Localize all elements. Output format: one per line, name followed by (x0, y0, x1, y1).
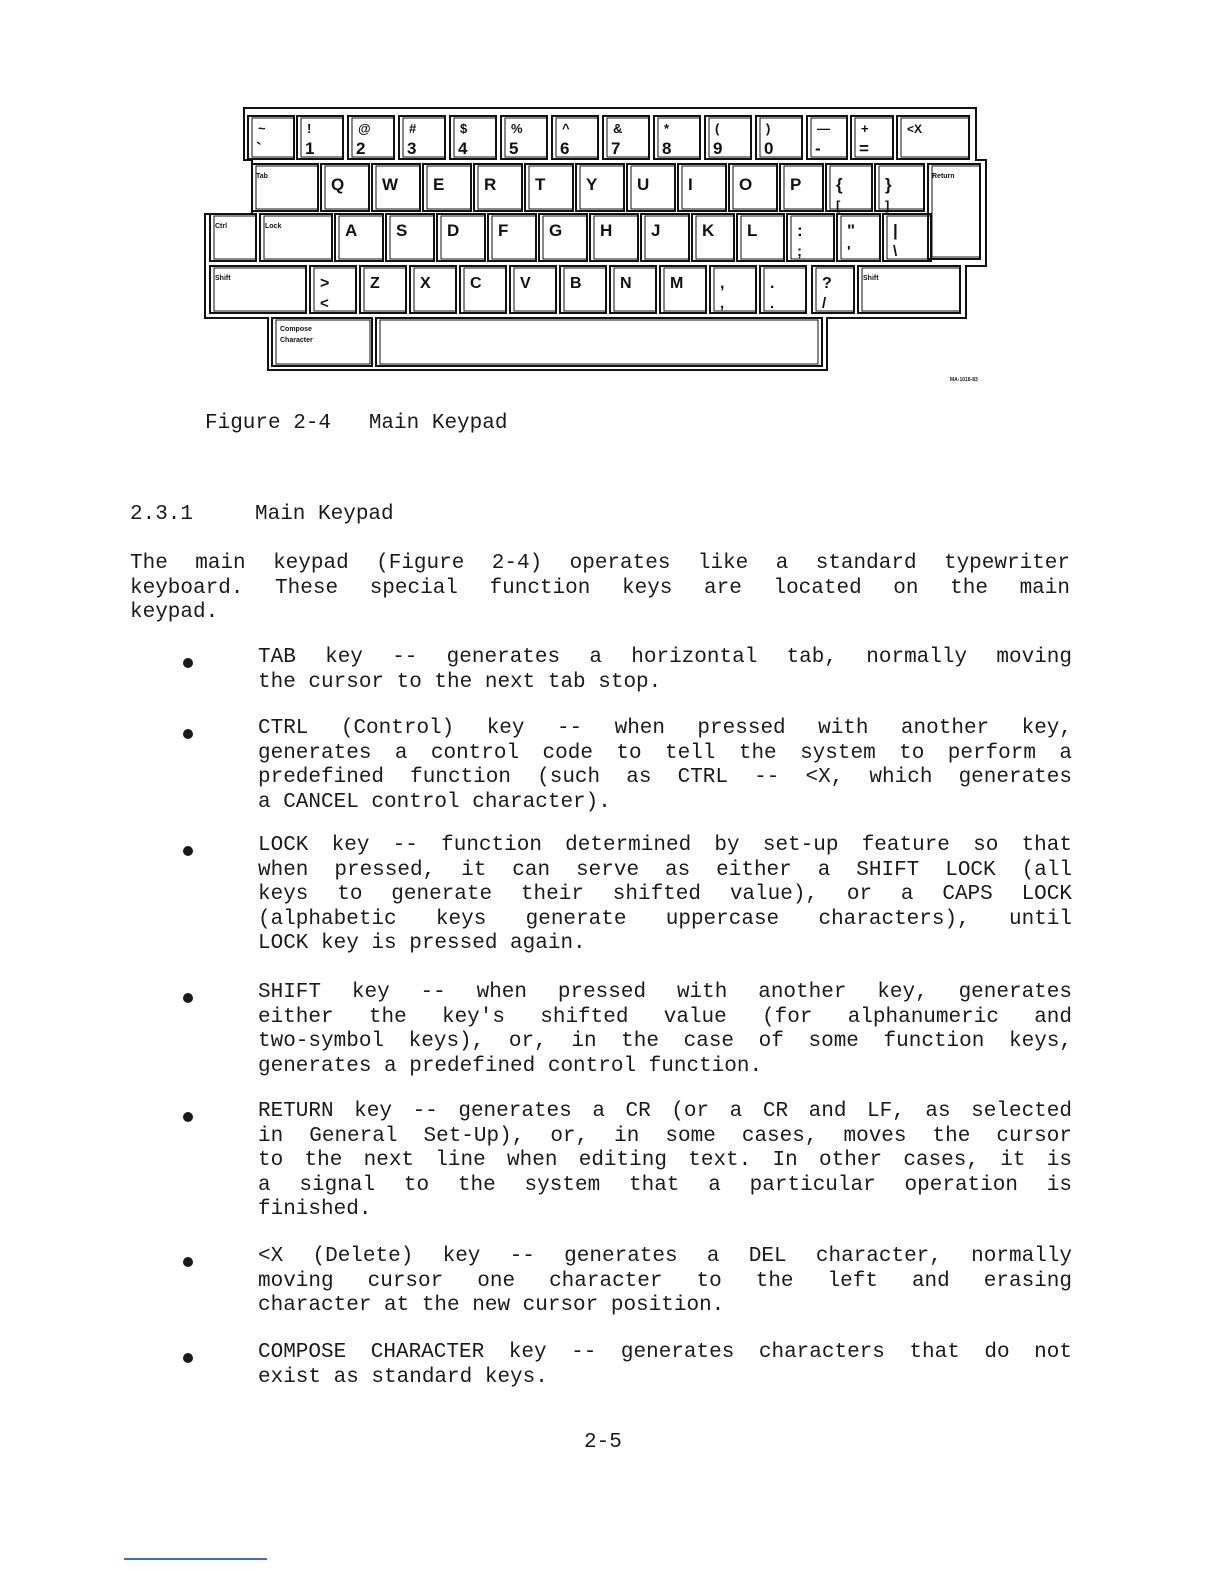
key (654, 116, 700, 159)
key-label: ^ (562, 121, 570, 136)
bullet-line: CTRL (Control) key -- when pressed with another key, (258, 717, 1072, 740)
key-label: O (739, 175, 753, 194)
key (787, 214, 834, 261)
page-number: 2-5 (584, 1431, 622, 1454)
bullet-line: TAB key -- generates a horizontal tab, normally moving (258, 646, 1072, 669)
key (260, 214, 332, 261)
key (858, 266, 960, 313)
key-label: 3 (407, 139, 417, 158)
key-label: L (747, 221, 758, 240)
key-label: ( (715, 121, 720, 136)
key-label: B (570, 275, 582, 292)
bullet-dot (183, 846, 193, 856)
key (335, 214, 383, 261)
compose-key-label: Character (280, 337, 313, 344)
key (321, 164, 369, 211)
key-label: , (720, 275, 725, 292)
bullet-line: COMPOSE CHARACTER key -- generates characters that do not (258, 1341, 1072, 1364)
bullet-dot (183, 658, 193, 668)
bullet-item (258, 1341, 1072, 1390)
key (851, 116, 893, 159)
bullet-line: exist as standard keys. (258, 1365, 548, 1389)
key-label: * (664, 121, 670, 136)
bullet-item (258, 1245, 1072, 1319)
key-function-label: Return (932, 173, 955, 180)
key (501, 116, 547, 159)
key (423, 164, 471, 211)
key-label: @ (358, 121, 371, 136)
key-label: V (520, 275, 531, 292)
key (348, 116, 394, 159)
key (705, 116, 751, 159)
key (252, 164, 318, 211)
key (399, 116, 445, 159)
bullet-line: character at the new cursor position. (258, 1294, 725, 1317)
key (875, 164, 924, 211)
key-label: 5 (509, 139, 519, 158)
bullet-item (258, 1100, 1072, 1223)
section-heading (130, 503, 394, 526)
key-label: ' (847, 243, 851, 260)
key (756, 116, 802, 159)
key-label: / (822, 295, 827, 312)
intro-paragraph (130, 552, 1070, 626)
key-label: # (409, 121, 417, 136)
section-title: Main Keypad (255, 503, 394, 526)
bullet-line: RETURN key -- generates a CR (or a CR and LF, as selected (258, 1100, 1072, 1123)
key-label: U (637, 175, 650, 194)
bullet-line: when pressed, it can serve as either a SHIFT LOCK (all (258, 858, 1072, 882)
figure-code: MA-1018-83 (950, 377, 978, 383)
bullet-line: <X (Delete) key -- generates a DEL character, normally (258, 1245, 1072, 1268)
key-label: I (688, 175, 693, 194)
key-label: A (345, 221, 358, 240)
bullet-line: generates a predefined control function. (258, 1054, 763, 1078)
key (450, 116, 496, 159)
key-label: 8 (662, 139, 672, 158)
bullet-line: a CANCEL control character). (258, 790, 611, 814)
key-label: > (320, 275, 330, 292)
key (610, 266, 656, 313)
key-label: 7 (611, 139, 621, 158)
key-label: T (535, 175, 546, 194)
bullet-line: a signal to the system that a particular operation is (258, 1173, 1072, 1197)
bullet-line: LOCK key -- function determined by set-up feature so that (258, 834, 1072, 857)
key (248, 116, 294, 159)
key-label: . (770, 295, 775, 312)
key-label: H (600, 221, 613, 240)
key (603, 116, 649, 159)
bullet-line: either the key's shifted value (for alphanumeric and (258, 1005, 1072, 1029)
bullet-line: the cursor to the next tab stop. (258, 670, 662, 694)
key-label: ) (766, 121, 771, 136)
key-label: ! (307, 121, 312, 136)
key-function-label: Lock (265, 223, 282, 230)
footer-rule (124, 1558, 267, 1560)
key-label: ` (256, 139, 262, 158)
key-label: P (790, 175, 802, 194)
key (737, 214, 784, 261)
key-label: 9 (713, 139, 723, 158)
key-label: Z (370, 275, 380, 292)
key-label: 4 (458, 139, 468, 158)
bullet-dot (183, 729, 193, 739)
key-function-label: Ctrl (215, 223, 228, 230)
key-label: E (433, 175, 445, 194)
key-label: + (861, 121, 869, 136)
key-label: & (613, 121, 623, 136)
intro-line: The main keypad (Figure 2-4) operates like a standard typewriter (130, 552, 1070, 575)
key (576, 164, 624, 211)
key (560, 266, 606, 313)
key-label: ~ (258, 121, 266, 136)
bullet-line: LOCK key is pressed again. (258, 932, 586, 955)
key-label: Q (331, 175, 345, 194)
key-label: G (549, 221, 563, 240)
key-label: 1 (305, 139, 315, 158)
key-label: : (797, 221, 803, 240)
key (410, 266, 456, 313)
key (210, 214, 256, 261)
key-label: 0 (764, 139, 774, 158)
bullet-line: in General Set-Up), or, in some cases, moves the cursor (258, 1124, 1072, 1148)
key-label: K (702, 221, 715, 240)
key-label: ] (885, 198, 890, 213)
bullet-item (258, 834, 1072, 957)
key (780, 164, 823, 211)
key-label: N (620, 275, 632, 292)
key-label: C (470, 275, 482, 292)
bullet-line: predefined function (such as CTRL -- <X, which generates (258, 766, 1072, 789)
key-label: ? (822, 275, 832, 292)
bullet-line: generates a control code to tell the system to perform a (258, 741, 1072, 765)
key-label: < (320, 295, 329, 312)
key (474, 164, 522, 211)
bullet-line: keys to generate their shifted value), or a CAPS LOCK (258, 883, 1072, 906)
main-keypad-diagram (200, 100, 1000, 380)
key (826, 164, 872, 211)
bullet-line: to the next line when editing text. In other cases, it is (258, 1149, 1072, 1172)
key (297, 116, 343, 159)
key-label: , (720, 295, 725, 312)
key (883, 214, 931, 261)
key-label: F (498, 221, 509, 240)
key (641, 214, 689, 261)
key-label: . (770, 275, 775, 292)
bullet-line: two-symbol keys), or, in the case of some function keys, (258, 1030, 1072, 1053)
key (837, 214, 880, 261)
bullet-item (258, 717, 1072, 815)
key-label: ; (797, 243, 802, 260)
key-label: X (420, 275, 431, 292)
bullet-dot (183, 1353, 193, 1363)
bullet-dot (183, 993, 193, 1003)
key (729, 164, 777, 211)
key-label: } (885, 175, 892, 194)
key-label: 2 (356, 139, 366, 158)
key (210, 266, 306, 313)
key-label: [ (836, 198, 841, 213)
key (539, 214, 587, 261)
key-cap (380, 320, 818, 364)
intro-line: keypad. (130, 601, 219, 624)
key-label: D (447, 221, 460, 240)
key-label: \ (893, 243, 898, 260)
bullet-line: finished. (258, 1198, 372, 1221)
key-label: | (893, 221, 898, 240)
key (525, 164, 573, 211)
space-bar (376, 318, 822, 366)
figure-caption: Figure 2-4 Main Keypad (205, 412, 508, 435)
bullet-dot (183, 1257, 193, 1267)
intro-line: keyboard. These special function keys are located on the main (130, 576, 1070, 600)
key (460, 266, 506, 313)
delete-key-label: <X (907, 122, 923, 136)
key-function-label: Tab (256, 173, 268, 180)
key-label: R (484, 175, 497, 194)
key (627, 164, 675, 211)
key (310, 266, 356, 313)
key-label: 6 (560, 139, 570, 158)
key-label: { (836, 175, 843, 194)
key-label: — (817, 121, 830, 136)
compose-key-label: Compose (280, 326, 312, 333)
key-label: % (511, 121, 523, 136)
key (488, 214, 536, 261)
key (386, 214, 434, 261)
key (710, 266, 756, 313)
key (360, 266, 406, 313)
key-label: " (847, 221, 856, 240)
key (678, 164, 726, 211)
bullet-line: moving cursor one character to the left and erasing (258, 1269, 1072, 1293)
key-label: - (815, 139, 821, 158)
key-function-label: Shift (215, 275, 231, 282)
key-label: = (859, 139, 869, 158)
bullet-line: (alphabetic keys generate uppercase characters), until (258, 907, 1072, 931)
key-function-label: Shift (863, 275, 879, 282)
key (812, 266, 854, 313)
key (760, 266, 806, 313)
key-label: $ (460, 121, 468, 136)
key-label: M (670, 275, 684, 292)
key (552, 116, 598, 159)
key (510, 266, 556, 313)
key-label: J (651, 221, 661, 240)
key-label: W (382, 175, 399, 194)
bullet-item (258, 646, 1072, 695)
bullet-line: SHIFT key -- when pressed with another key, generates (258, 981, 1072, 1004)
key (437, 214, 485, 261)
bullet-dot (183, 1112, 193, 1122)
section-number: 2.3.1 (130, 503, 194, 526)
key-label: S (396, 221, 408, 240)
key (590, 214, 638, 261)
bullet-item (258, 981, 1072, 1079)
key-label: Y (586, 175, 598, 194)
